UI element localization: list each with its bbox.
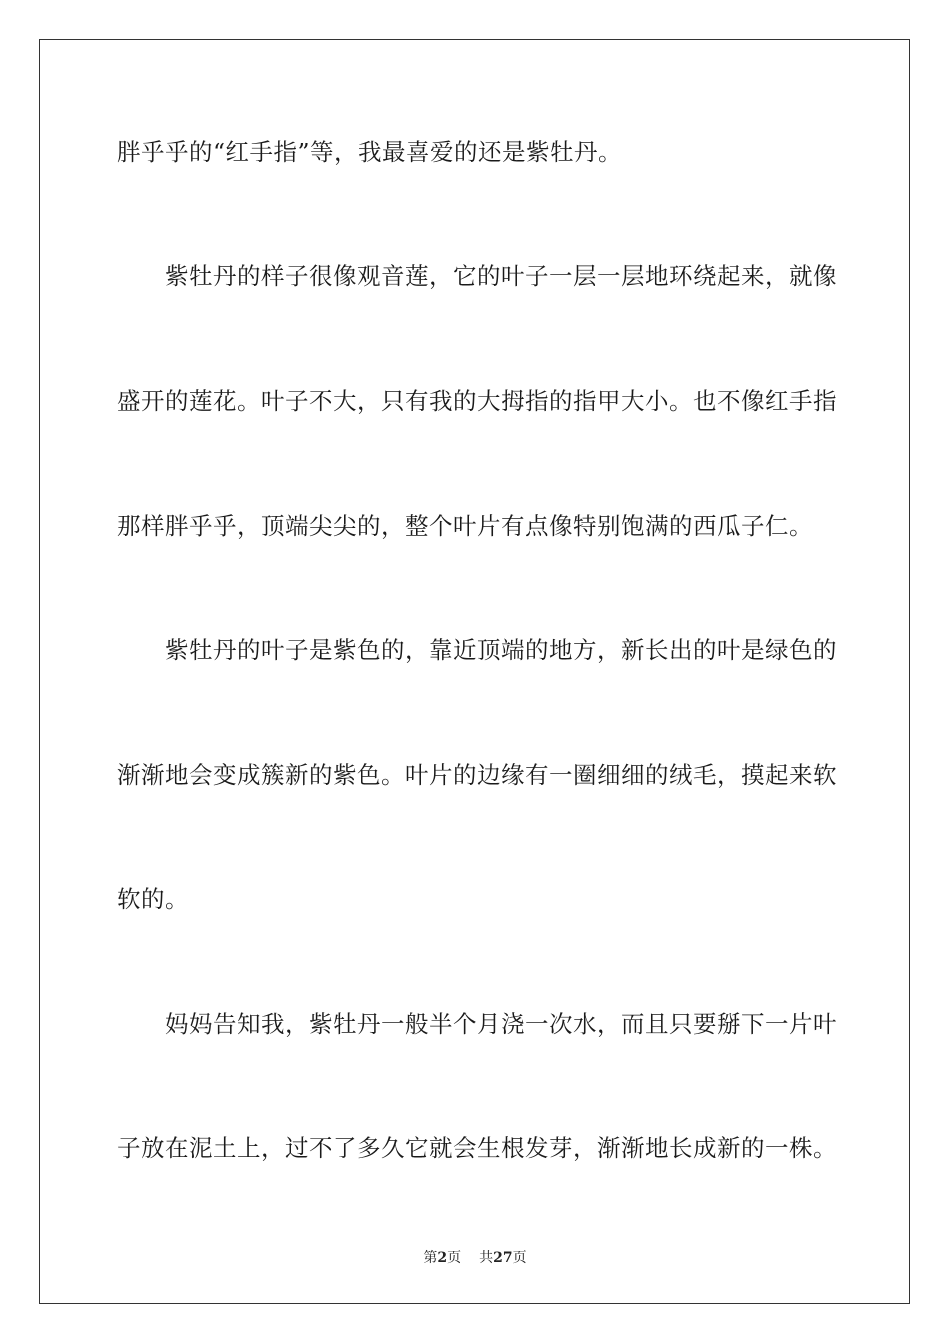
text-line-6: 渐渐地会变成簇新的紫色。叶片的边缘有一圈细细的绒毛，摸起来软 bbox=[117, 761, 837, 789]
text-line-4: 那样胖乎乎，顶端尖尖的，整个叶片有点像特别饱满的西瓜子仁。 bbox=[117, 512, 813, 540]
text-line-9: 子放在泥土上，过不了多久它就会生根发芽，渐渐地长成新的一株。 bbox=[117, 1134, 837, 1162]
total-prefix: 共 bbox=[479, 1250, 494, 1266]
total-suffix: 页 bbox=[512, 1250, 527, 1266]
page-number: 2 bbox=[437, 1250, 448, 1266]
text-line-1: 胖乎乎的“红手指”等，我最喜爱的还是紫牡丹。 bbox=[117, 138, 623, 166]
text-line-7: 软的。 bbox=[117, 885, 189, 913]
text-line-3: 盛开的莲花。叶子不大，只有我的大拇指的指甲大小。也不像红手指 bbox=[117, 387, 837, 415]
total-pages: 27 bbox=[493, 1250, 513, 1266]
paragraph-line-8: 妈妈告知我，紫牡丹一般半个月浇一次水，而且只要掰下一片叶 bbox=[165, 1010, 837, 1038]
page-suffix: 页 bbox=[447, 1250, 462, 1266]
paragraph-line-2: 紫牡丹的样子很像观音莲，它的叶子一层一层地环绕起来，就像 bbox=[165, 262, 837, 290]
paragraph-line-5: 紫牡丹的叶子是紫色的，靠近顶端的地方，新长出的叶是绿色的 bbox=[165, 636, 837, 664]
page-prefix: 第 bbox=[423, 1250, 438, 1266]
page-border bbox=[39, 39, 910, 1304]
page-footer bbox=[0, 1247, 950, 1267]
